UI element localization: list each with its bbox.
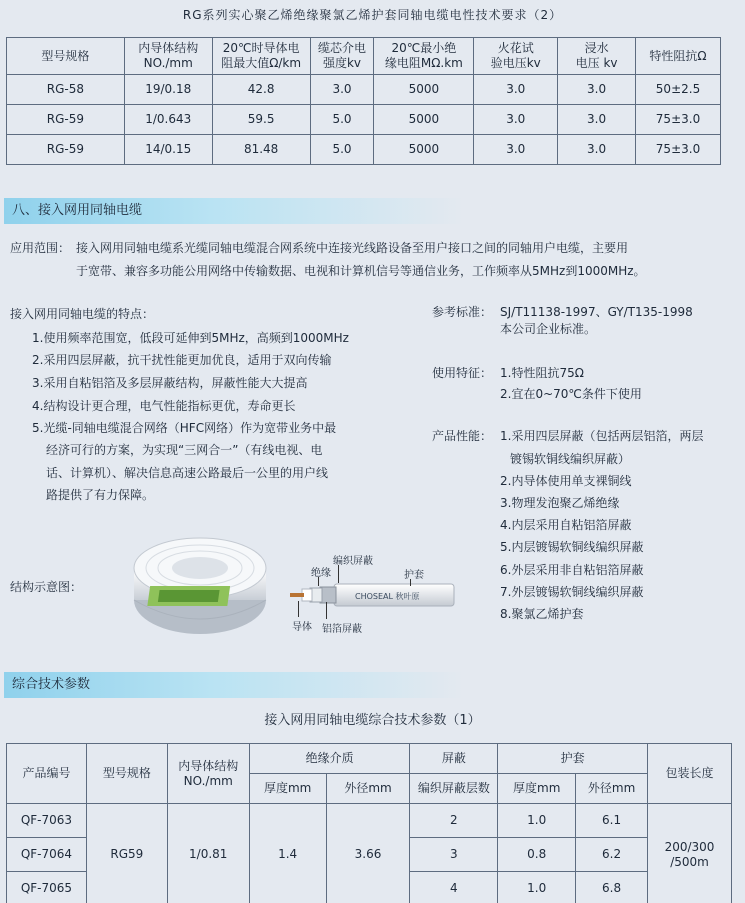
layers-cell: 4 (410, 872, 498, 903)
feature-item: 经济可行的方案，为实现“三网合一”（有线电视、电 (46, 443, 323, 457)
table1-header-row (7, 38, 721, 75)
feature-item: 4.结构设计更合理，电气性能指标更优，寿命更长 (32, 399, 296, 413)
layers-cell: 3 (410, 838, 498, 872)
performance-item: 1.采用四层屏蔽（包括两层铝箔，两层 (500, 429, 704, 443)
header-shield: 屏蔽 (410, 744, 498, 774)
table-cell: 59.5 (212, 105, 310, 135)
jacket-dia-cell: 6.8 (576, 872, 648, 903)
table1-header: 内导体结构 NO./mm (124, 38, 212, 75)
table-cell: 3.0 (310, 75, 374, 105)
table1-header: 特性阻抗Ω (636, 38, 721, 75)
header-inner-conductor: 内导体结构 NO./mm (167, 744, 249, 804)
feature-item: 话、计算机）、解决信息高速公路最后一公里的用户线 (46, 466, 329, 480)
jacket-thickness-cell: 1.0 (498, 872, 576, 903)
table-cell: 5.0 (310, 135, 374, 165)
params-heading: 综合技术参数 (4, 672, 464, 698)
table-cell: 5000 (374, 105, 474, 135)
foil-label: 铝箔屏蔽 (322, 624, 362, 635)
cable-coil-image (130, 530, 270, 640)
feature-item: 3.采用自粘铝箔及多层屏蔽结构，屏蔽性能大大提高 (32, 376, 308, 390)
ins-dia-cell: 3.66 (326, 804, 410, 903)
table1-title: RG系列实心聚乙烯绝缘聚氯乙烯护套同轴电缆电性技术要求（2） (182, 8, 563, 22)
table1-header: 20℃时导体电 阻最大值Ω/km (212, 38, 310, 75)
structure-label: 结构示意图： (10, 580, 83, 594)
header-jacket-thickness: 厚度mm (498, 774, 576, 804)
product-no-cell: QF-7065 (7, 872, 87, 903)
table-cell: 3.0 (474, 105, 558, 135)
inner-cell: 1/0.81 (167, 804, 249, 903)
pack-length-cell: 200/300 /500m (648, 804, 732, 903)
performance-item: 2.内导体使用单支裸铜线 (500, 474, 632, 488)
table-cell: RG-59 (7, 135, 125, 165)
application-label: 应用范围： (10, 241, 71, 255)
layers-cell: 2 (410, 804, 498, 838)
header-ins-dia: 外径mm (326, 774, 410, 804)
header-braid-layers: 编织屏蔽层数 (410, 774, 498, 804)
application-line2: 于宽带、兼容多功能公用网络中传输数据、电视和计算机信号等通信业务，工作频率从5MHz到1000MHz。 (76, 264, 646, 278)
table-row (7, 804, 732, 838)
application-line1: 接入网用同轴电缆系光缆同轴电缆混合网系统中连接光线路设备至用户接口之间的同轴用户电缆，主要用 (76, 241, 629, 255)
header-ins-thickness: 厚度mm (249, 774, 326, 804)
table-cell: 3.0 (558, 135, 636, 165)
performance-item: 3.物理发泡聚乙烯绝缘 (500, 496, 620, 510)
table1-header: 型号规格 (7, 38, 125, 75)
header-model: 型号规格 (86, 744, 167, 804)
table-row (7, 75, 721, 105)
feature-item: 路提供了有力保障。 (46, 488, 155, 502)
table-row (7, 105, 721, 135)
table-row (7, 135, 721, 165)
table-cell: 5000 (374, 75, 474, 105)
table-cell: 75±3.0 (636, 105, 721, 135)
usage-label: 使用特征： (432, 366, 493, 380)
table-cell: RG-58 (7, 75, 125, 105)
performance-label: 产品性能： (432, 429, 493, 443)
table-cell: 19/0.18 (124, 75, 212, 105)
features-title: 接入网用同轴电缆的特点： (10, 307, 155, 321)
table-cell: 75±3.0 (636, 135, 721, 165)
insulation-label: 绝缘 (311, 568, 331, 579)
table-cell: 5.0 (310, 105, 374, 135)
braid-label: 编织屏蔽 (333, 556, 373, 567)
table-cell: 3.0 (558, 75, 636, 105)
feature-item: 1.使用频率范围宽，低段可延伸到5MHz，高频到1000MHz (32, 331, 349, 345)
header-insulation: 绝缘介质 (249, 744, 410, 774)
table1-header: 缆芯介电 强度kv (310, 38, 374, 75)
section8-heading: 八、接入网用同轴电缆 (4, 198, 464, 224)
table-cell: RG-59 (7, 105, 125, 135)
table-cell: 1/0.643 (124, 105, 212, 135)
performance-item: 8.聚氯乙烯护套 (500, 607, 584, 621)
jacket-thickness-cell: 0.8 (498, 838, 576, 872)
cable-brand-text: CHOSEAL 秋叶原 (355, 592, 420, 601)
feature-item: 2.采用四层屏蔽，抗干扰性能更加优良，适用于双向传输 (32, 353, 332, 367)
table-cell: 50±2.5 (636, 75, 721, 105)
jacket-label: 护套 (404, 570, 424, 581)
header-product-no: 产品编号 (7, 744, 87, 804)
usage-item: 2.宜在0~70℃条件下使用 (500, 387, 642, 401)
table-cell: 5000 (374, 135, 474, 165)
header-jacket: 护套 (498, 744, 648, 774)
table-cell: 42.8 (212, 75, 310, 105)
table1-header: 浸水 电压 kv (558, 38, 636, 75)
jacket-thickness-cell: 1.0 (498, 804, 576, 838)
performance-item: 5.内层镀锡软铜线编织屏蔽 (500, 540, 644, 554)
params-table (6, 743, 732, 903)
performance-item: 7.外层镀锡软铜线编织屏蔽 (500, 585, 644, 599)
table1-header: 20℃最小绝 缘电阻MΩ.km (374, 38, 474, 75)
conductor-label: 导体 (292, 622, 312, 633)
standard-line2: 本公司企业标准。 (500, 322, 597, 336)
standard-line1: SJ/T11138-1997、GY/T135-1998 (500, 305, 693, 319)
params-table-title: 接入网用同轴电缆综合技术参数（1） (264, 713, 481, 728)
product-no-cell: QF-7063 (7, 804, 87, 838)
usage-item: 1.特性阻抗75Ω (500, 366, 584, 380)
jacket-dia-cell: 6.1 (576, 804, 648, 838)
model-cell: RG59 (86, 804, 167, 903)
jacket-dia-cell: 6.2 (576, 838, 648, 872)
table-cell: 81.48 (212, 135, 310, 165)
table-cell: 3.0 (474, 75, 558, 105)
table1-header: 火花试 验电压kv (474, 38, 558, 75)
feature-item: 5.光缆-同轴电缆混合网络（HFC网络）作为宽带业务中最 (32, 421, 337, 435)
performance-item: 镀锡软铜线编织屏蔽） (510, 452, 631, 466)
ins-thickness-cell: 1.4 (249, 804, 326, 903)
performance-item: 4.内层采用自粘铝箔屏蔽 (500, 518, 632, 532)
table-cell: 3.0 (474, 135, 558, 165)
electrical-spec-table (6, 37, 721, 165)
header-jacket-dia: 外径mm (576, 774, 648, 804)
table-cell: 14/0.15 (124, 135, 212, 165)
performance-item: 6.外层采用非自粘铝箔屏蔽 (500, 563, 644, 577)
product-no-cell: QF-7064 (7, 838, 87, 872)
standard-label: 参考标准： (432, 305, 493, 319)
header-pack-length: 包装长度 (648, 744, 732, 804)
table-cell: 3.0 (558, 105, 636, 135)
